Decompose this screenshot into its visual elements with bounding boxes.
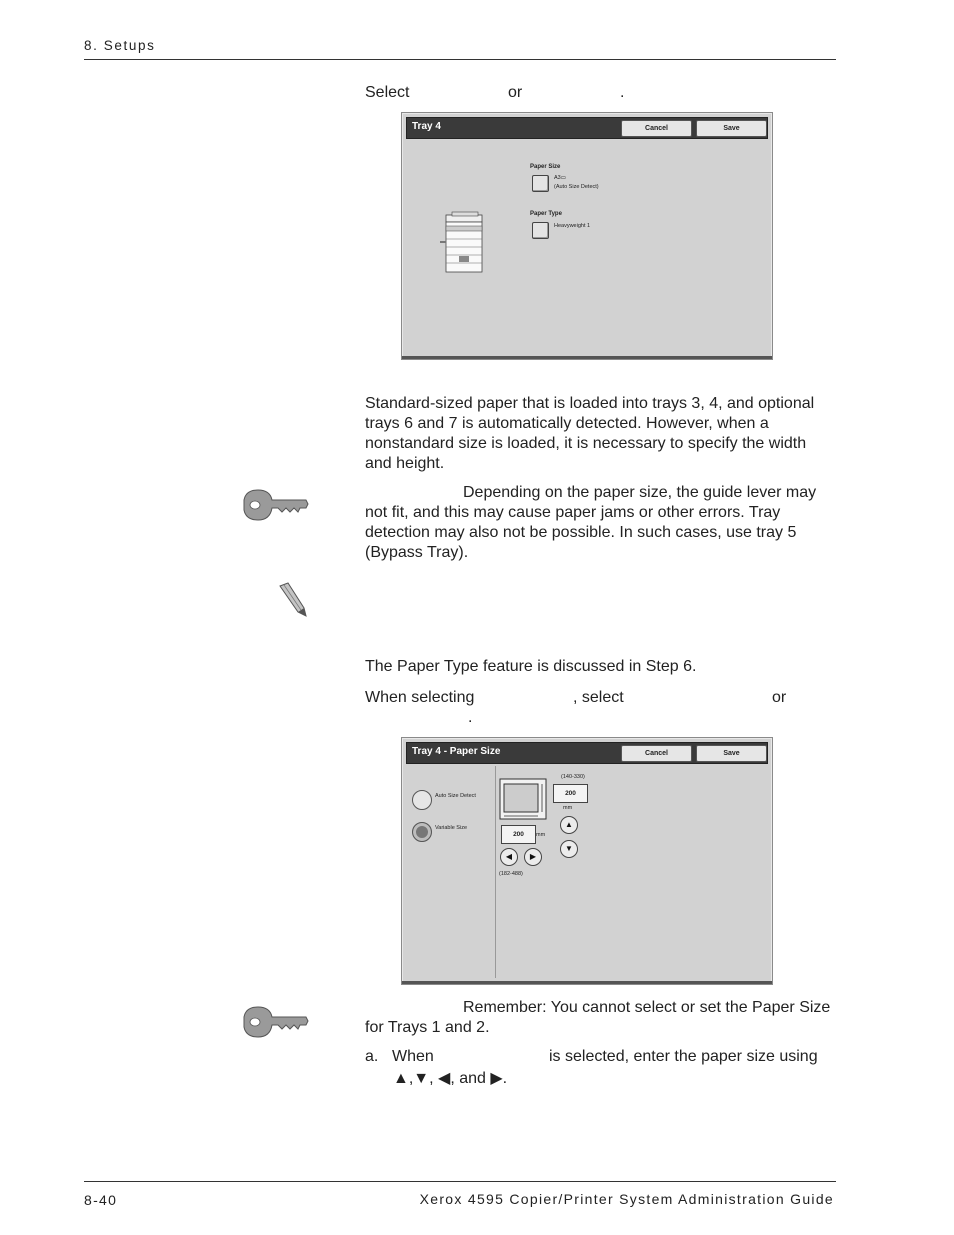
tray4-screen: [401, 112, 773, 360]
variable-size-label: Variable Size: [435, 825, 467, 831]
copier-illustration: [440, 211, 488, 275]
panel-edge: [402, 981, 772, 984]
pencil-icon: [276, 582, 310, 618]
key-note-guide-lever: Depending on the paper size, the guide lever may not fit, and this may cause paper jams or other errors. Tray detection may also not be possible. In such cases, use tray 5 (Bypass Tray).: [365, 484, 817, 561]
intro-or: or: [508, 84, 523, 101]
step-a-text: is selected, enter the paper size using: [549, 1048, 818, 1065]
width-range: (182-488): [499, 871, 523, 877]
footer-rule: [84, 1181, 836, 1182]
when-selecting-text: When selecting: [365, 689, 475, 706]
screen-title: Tray 4 - Paper Size: [412, 746, 501, 757]
step-a-marker: a.: [365, 1048, 379, 1065]
select-text: , select: [573, 689, 624, 706]
paper-type-value: Heavyweight 1: [554, 223, 591, 229]
intro-period: .: [620, 84, 625, 101]
save-button[interactable]: Save: [696, 745, 767, 762]
height-range: (140-330): [561, 774, 585, 780]
key-note-remember: Remember: You cannot select or set the Paper Size for Trays 1 and 2.: [365, 999, 831, 1036]
down-arrow-button[interactable]: ▼: [560, 840, 578, 858]
up-arrow-button[interactable]: ▲: [560, 816, 578, 834]
or-text: or: [772, 689, 787, 706]
screen-title: Tray 4: [412, 121, 441, 132]
auto-size-detect-label: Auto Size Detect: [435, 793, 476, 799]
paper-size-value: A3▭: [554, 175, 566, 181]
paragraph-auto-detect: Standard-sized paper that is loaded into trays 3, 4, and optional trays 6 and 7 is automatically detected. However, when a nonstandard size is loaded, it is necessary to specify the width and height.: [365, 395, 815, 472]
paragraph-paper-type: The Paper Type feature is discussed in Step 6.: [365, 658, 697, 675]
save-button[interactable]: Save: [696, 120, 767, 137]
left-arrow-button[interactable]: ◀: [500, 848, 518, 866]
cancel-button[interactable]: Cancel: [621, 745, 692, 762]
paper-diagram-icon: [499, 778, 549, 822]
auto-size-detect-radio[interactable]: [412, 790, 432, 810]
step-a-arrows: ▲,▼, ◀, and ▶.: [393, 1070, 508, 1087]
variable-size-radio[interactable]: [412, 822, 432, 842]
right-arrow-button[interactable]: ▶: [524, 848, 542, 866]
width-value-field[interactable]: 200: [501, 825, 536, 844]
page-number: 8-40: [84, 1192, 118, 1208]
period-text: .: [468, 709, 473, 726]
guide-title: Xerox 4595 Copier/Printer System Administration Guide: [419, 1191, 834, 1207]
height-value-field[interactable]: 200: [553, 784, 588, 803]
paper-size-screen: [401, 737, 773, 985]
width-unit: mm: [536, 832, 546, 838]
screen-titlebar: [406, 117, 768, 139]
paper-size-note: (Auto Size Detect): [554, 184, 599, 190]
height-unit: mm: [563, 805, 573, 811]
panel-edge: [402, 356, 772, 359]
paper-size-button[interactable]: [532, 175, 549, 192]
key-icon: [240, 486, 310, 526]
step-a-when: When: [392, 1048, 434, 1065]
intro-select: Select: [365, 84, 410, 101]
paper-type-button[interactable]: [532, 222, 549, 239]
running-header: 8. Setups: [84, 38, 156, 53]
paper-type-label: Paper Type: [530, 211, 562, 217]
paper-size-label: Paper Size: [530, 164, 561, 170]
header-rule: [84, 59, 836, 60]
divider: [495, 766, 496, 978]
cancel-button[interactable]: Cancel: [621, 120, 692, 137]
key-icon: [240, 1003, 310, 1043]
screen-titlebar: [406, 742, 768, 764]
